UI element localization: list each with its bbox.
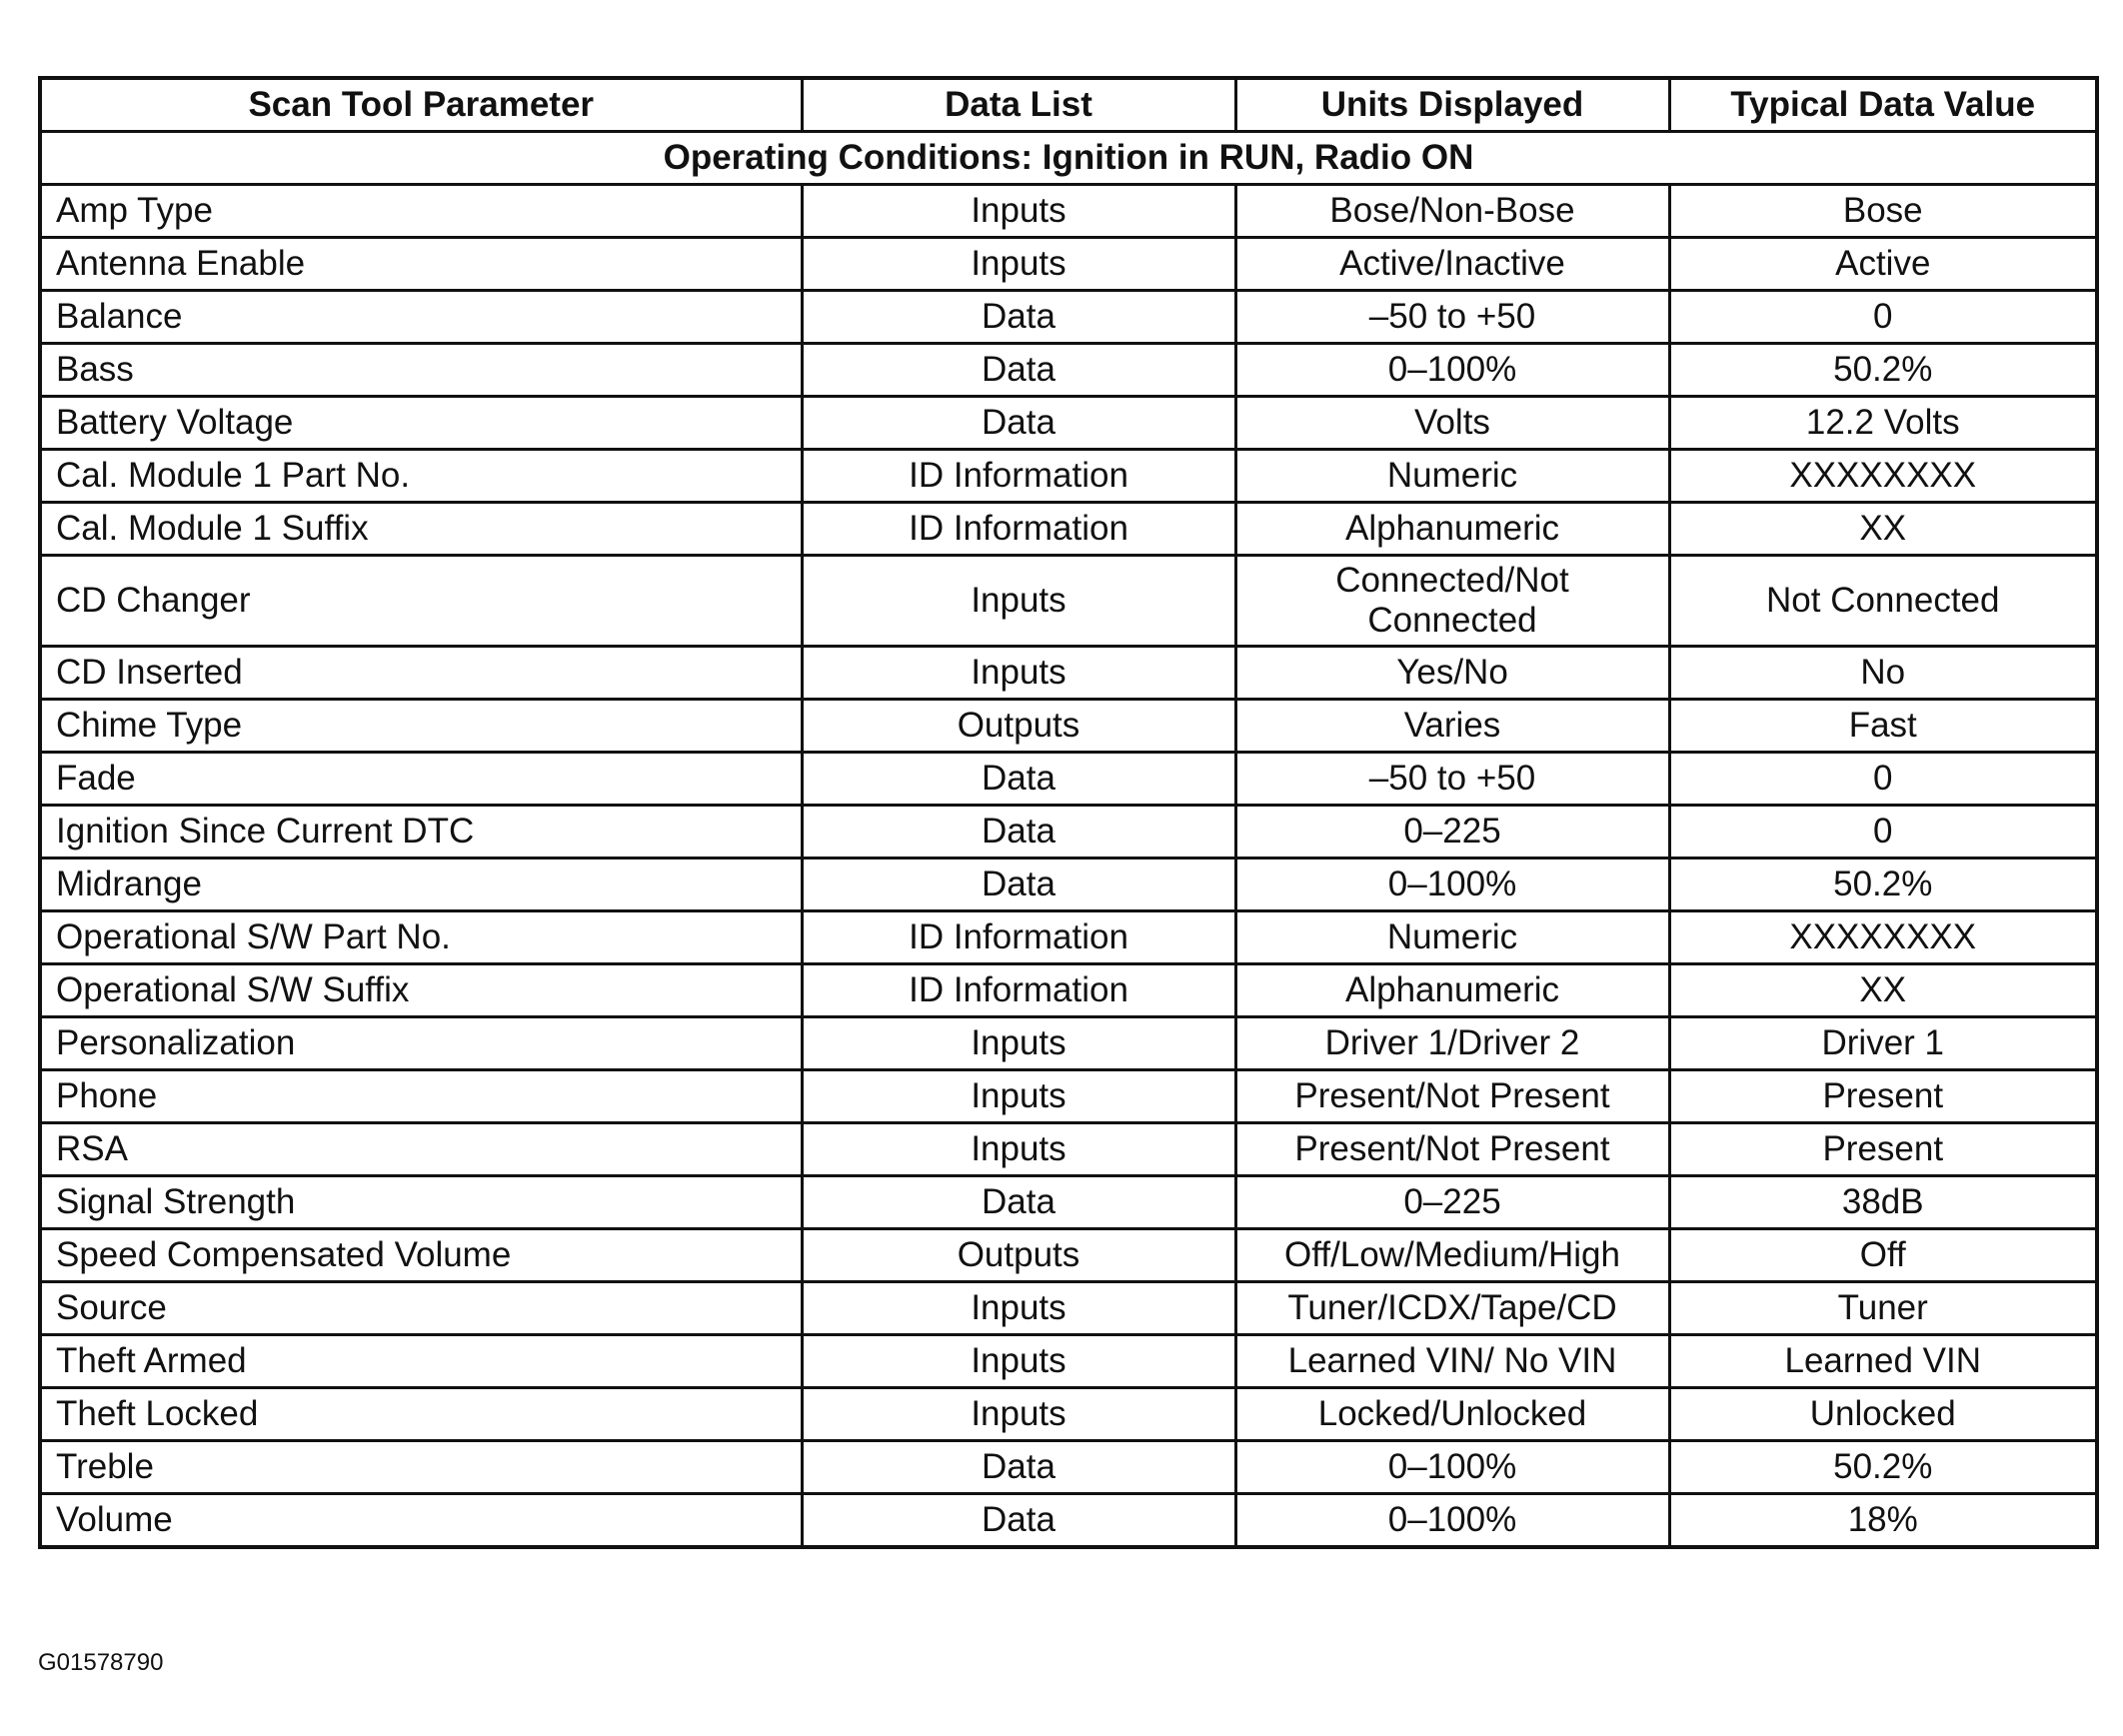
cell-data-list: Inputs xyxy=(802,1335,1235,1388)
cell-parameter: Chime Type xyxy=(40,700,802,753)
cell-parameter: Ignition Since Current DTC xyxy=(40,806,802,859)
table-row xyxy=(40,911,2097,964)
cell-parameter: Speed Compensated Volume xyxy=(40,1229,802,1282)
table-row xyxy=(40,1070,2097,1123)
table-row xyxy=(40,964,2097,1017)
cell-units-displayed: Yes/No xyxy=(1235,647,1669,700)
header-data-list: Data List xyxy=(802,78,1235,132)
table-row xyxy=(40,1388,2097,1441)
table-row xyxy=(40,1123,2097,1176)
table-row xyxy=(40,806,2097,859)
table-row xyxy=(40,1017,2097,1070)
cell-units-displayed: Off/Low/Medium/High xyxy=(1235,1229,1669,1282)
cell-data-list: Inputs xyxy=(802,1017,1235,1070)
cell-parameter: RSA xyxy=(40,1123,802,1176)
table-row xyxy=(40,1335,2097,1388)
cell-data-list: ID Information xyxy=(802,964,1235,1017)
cell-parameter: Cal. Module 1 Suffix xyxy=(40,503,802,556)
cell-data-list: Outputs xyxy=(802,1229,1235,1282)
cell-units-displayed: Learned VIN/ No VIN xyxy=(1235,1335,1669,1388)
cell-parameter: Theft Locked xyxy=(40,1388,802,1441)
cell-data-list: Inputs xyxy=(802,647,1235,700)
table-row xyxy=(40,238,2097,291)
cell-units-displayed: 0–100% xyxy=(1235,1494,1669,1548)
header-row xyxy=(40,78,2097,132)
cell-parameter: Treble xyxy=(40,1441,802,1494)
cell-typical-value: 50.2% xyxy=(1669,344,2097,397)
table-row xyxy=(40,344,2097,397)
table-row xyxy=(40,1176,2097,1229)
cell-data-list: Data xyxy=(802,806,1235,859)
table-row xyxy=(40,1229,2097,1282)
cell-units-displayed: 0–100% xyxy=(1235,859,1669,911)
cell-data-list: Inputs xyxy=(802,185,1235,238)
cell-typical-value: 50.2% xyxy=(1669,1441,2097,1494)
cell-typical-value: Unlocked xyxy=(1669,1388,2097,1441)
cell-parameter: Amp Type xyxy=(40,185,802,238)
cell-units-displayed: Connected/Not Connected xyxy=(1235,556,1669,647)
cell-typical-value: XX xyxy=(1669,503,2097,556)
cell-parameter: Bass xyxy=(40,344,802,397)
cell-parameter: Balance xyxy=(40,291,802,344)
cell-data-list: Inputs xyxy=(802,1123,1235,1176)
cell-units-displayed: Numeric xyxy=(1235,450,1669,503)
operating-conditions: Operating Conditions: Ignition in RUN, Radio ON xyxy=(40,132,2097,185)
header-scan-tool-parameter: Scan Tool Parameter xyxy=(40,78,802,132)
cell-units-displayed: Present/Not Present xyxy=(1235,1070,1669,1123)
table-row xyxy=(40,859,2097,911)
cell-units-displayed: Present/Not Present xyxy=(1235,1123,1669,1176)
cell-parameter: Operational S/W Suffix xyxy=(40,964,802,1017)
table-row xyxy=(40,291,2097,344)
cell-data-list: Data xyxy=(802,1176,1235,1229)
cell-parameter: Source xyxy=(40,1282,802,1335)
cell-data-list: Data xyxy=(802,753,1235,806)
cell-units-displayed: –50 to +50 xyxy=(1235,291,1669,344)
conditions-row xyxy=(40,132,2097,185)
cell-units-displayed: 0–225 xyxy=(1235,806,1669,859)
table-row xyxy=(40,753,2097,806)
table-row xyxy=(40,185,2097,238)
scan-tool-data-sheet xyxy=(38,76,2095,1549)
cell-data-list: ID Information xyxy=(802,911,1235,964)
table-row xyxy=(40,556,2097,647)
cell-parameter: Operational S/W Part No. xyxy=(40,911,802,964)
cell-parameter: Volume xyxy=(40,1494,802,1548)
scan-tool-data-table xyxy=(38,76,2099,1549)
cell-typical-value: XXXXXXXX xyxy=(1669,911,2097,964)
cell-units-displayed: Active/Inactive xyxy=(1235,238,1669,291)
cell-units-displayed: Bose/Non-Bose xyxy=(1235,185,1669,238)
cell-typical-value: 50.2% xyxy=(1669,859,2097,911)
cell-parameter: Fade xyxy=(40,753,802,806)
cell-typical-value: Bose xyxy=(1669,185,2097,238)
cell-units-displayed: –50 to +50 xyxy=(1235,753,1669,806)
cell-typical-value: Not Connected xyxy=(1669,556,2097,647)
cell-parameter: CD Inserted xyxy=(40,647,802,700)
cell-typical-value: Driver 1 xyxy=(1669,1017,2097,1070)
cell-typical-value: 0 xyxy=(1669,753,2097,806)
cell-data-list: Inputs xyxy=(802,1388,1235,1441)
cell-typical-value: Learned VIN xyxy=(1669,1335,2097,1388)
cell-data-list: ID Information xyxy=(802,450,1235,503)
cell-typical-value: No xyxy=(1669,647,2097,700)
cell-parameter: Theft Armed xyxy=(40,1335,802,1388)
cell-data-list: Data xyxy=(802,859,1235,911)
cell-typical-value: XX xyxy=(1669,964,2097,1017)
cell-data-list: Outputs xyxy=(802,700,1235,753)
table-row xyxy=(40,647,2097,700)
cell-typical-value: Tuner xyxy=(1669,1282,2097,1335)
cell-parameter: Antenna Enable xyxy=(40,238,802,291)
table-body xyxy=(40,132,2097,1548)
table-row xyxy=(40,503,2097,556)
table-row xyxy=(40,397,2097,450)
table-row xyxy=(40,1441,2097,1494)
cell-units-displayed: 0–100% xyxy=(1235,344,1669,397)
cell-data-list: Inputs xyxy=(802,556,1235,647)
cell-data-list: Data xyxy=(802,1441,1235,1494)
cell-parameter: Cal. Module 1 Part No. xyxy=(40,450,802,503)
cell-data-list: Data xyxy=(802,344,1235,397)
cell-typical-value: 18% xyxy=(1669,1494,2097,1548)
cell-typical-value: Present xyxy=(1669,1123,2097,1176)
cell-units-displayed: Locked/Unlocked xyxy=(1235,1388,1669,1441)
figure-id: G01578790 xyxy=(38,1649,164,1676)
cell-typical-value: Active xyxy=(1669,238,2097,291)
table-row xyxy=(40,1282,2097,1335)
cell-typical-value: 0 xyxy=(1669,806,2097,859)
cell-data-list: Inputs xyxy=(802,1282,1235,1335)
cell-units-displayed: 0–100% xyxy=(1235,1441,1669,1494)
cell-parameter: Phone xyxy=(40,1070,802,1123)
cell-data-list: Inputs xyxy=(802,238,1235,291)
cell-typical-value: 0 xyxy=(1669,291,2097,344)
cell-units-displayed: Varies xyxy=(1235,700,1669,753)
cell-parameter: Battery Voltage xyxy=(40,397,802,450)
table-row xyxy=(40,700,2097,753)
cell-units-displayed: Alphanumeric xyxy=(1235,503,1669,556)
cell-data-list: ID Information xyxy=(802,503,1235,556)
cell-units-displayed: Volts xyxy=(1235,397,1669,450)
cell-units-displayed: Alphanumeric xyxy=(1235,964,1669,1017)
cell-units-displayed: Driver 1/Driver 2 xyxy=(1235,1017,1669,1070)
table-row xyxy=(40,1494,2097,1548)
cell-data-list: Data xyxy=(802,291,1235,344)
cell-data-list: Data xyxy=(802,397,1235,450)
header-units-displayed: Units Displayed xyxy=(1235,78,1669,132)
header-typical-data-value: Typical Data Value xyxy=(1669,78,2097,132)
cell-typical-value: Fast xyxy=(1669,700,2097,753)
cell-typical-value: Off xyxy=(1669,1229,2097,1282)
cell-typical-value: Present xyxy=(1669,1070,2097,1123)
cell-typical-value: XXXXXXXX xyxy=(1669,450,2097,503)
cell-units-displayed: 0–225 xyxy=(1235,1176,1669,1229)
cell-parameter: Signal Strength xyxy=(40,1176,802,1229)
cell-units-displayed: Numeric xyxy=(1235,911,1669,964)
cell-typical-value: 38dB xyxy=(1669,1176,2097,1229)
cell-typical-value: 12.2 Volts xyxy=(1669,397,2097,450)
cell-data-list: Data xyxy=(802,1494,1235,1548)
cell-units-displayed: Tuner/ICDX/Tape/CD xyxy=(1235,1282,1669,1335)
table-row xyxy=(40,450,2097,503)
cell-parameter: CD Changer xyxy=(40,556,802,647)
cell-parameter: Personalization xyxy=(40,1017,802,1070)
cell-data-list: Inputs xyxy=(802,1070,1235,1123)
cell-parameter: Midrange xyxy=(40,859,802,911)
